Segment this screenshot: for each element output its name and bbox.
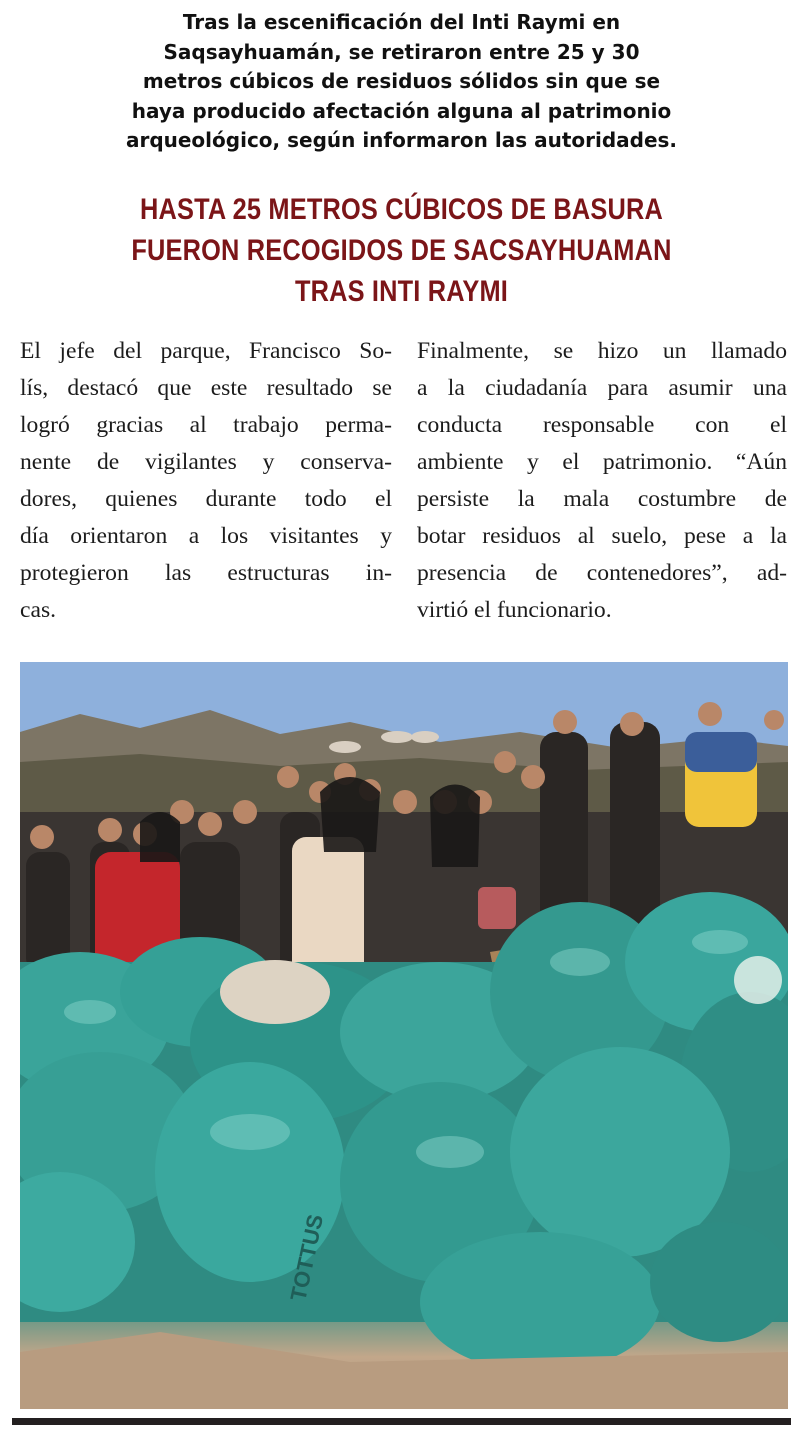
news-photo xyxy=(20,662,788,1409)
garbage-bags xyxy=(20,892,788,1372)
bag-brand-text: TOTTUS xyxy=(285,1212,329,1304)
body-line: protegieron las estructuras in- xyxy=(20,560,392,586)
body-line: virtió el funcionario. xyxy=(417,597,612,623)
body-line: logró gracias al trabajo perma- xyxy=(20,412,392,438)
body-line: botar residuos al suelo, pese a la xyxy=(417,523,787,549)
body-column-right xyxy=(417,333,787,629)
bottom-rule xyxy=(12,1418,791,1425)
body-line: nente de vigilantes y conserva- xyxy=(20,449,392,475)
photo-illustration xyxy=(20,662,788,1409)
body-line: presencia de contenedores”, ad- xyxy=(417,560,787,586)
body-line: dores, quienes durante todo el xyxy=(20,486,392,512)
lead-paragraph: Tras la escenificación del Inti Raymi en Saqsayhuamán, se retiraron entre 25 y 30 metros cúbicos de residuos sólidos sin que se haya producido afectación alguna al patrimonio arqueológico, según informaron las autoridades. xyxy=(125,10,678,152)
body-line: ambiente y el patrimonio. “Aún xyxy=(417,449,787,475)
ground xyxy=(20,1332,788,1409)
body-column-left xyxy=(20,333,392,629)
body-line: cas. xyxy=(20,597,57,623)
body-line: persiste la mala costumbre de xyxy=(417,486,787,512)
body-line: día orientaron a los visitantes y xyxy=(20,523,392,549)
body-line: conducta responsable con el xyxy=(417,412,787,438)
body-line: Finalmente, se hizo un llamado xyxy=(417,338,787,364)
article-headline: HASTA 25 METROS CÚBICOS DE BASURA FUERON RECOGIDOS DE SACSAYHUAMAN TRAS INTI RAYMI xyxy=(131,193,672,308)
body-line: El jefe del parque, Francisco So- xyxy=(20,338,392,364)
body-line: a la ciudadanía para asumir una xyxy=(417,375,787,401)
body-line: lís, destacó que este resultado se xyxy=(20,375,392,401)
